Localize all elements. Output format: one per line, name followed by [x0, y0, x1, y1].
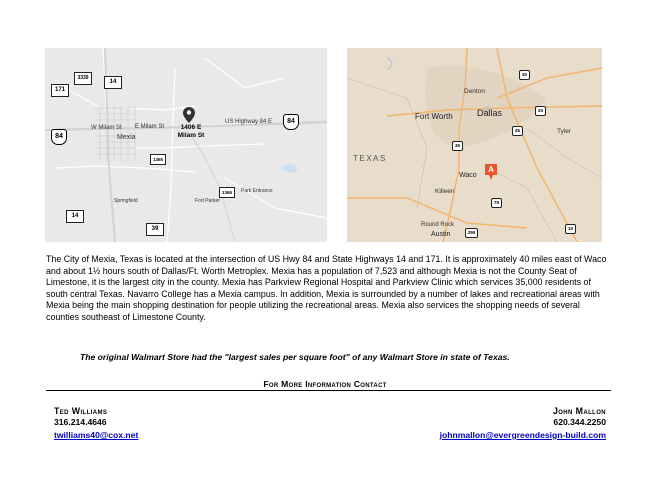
contact-email-left[interactable]: twilliams40@cox.net [54, 430, 139, 440]
contact-email-right[interactable]: johnmallon@evergreendesign-build.com [439, 430, 606, 440]
city-dallas: Dallas [477, 108, 503, 118]
city-waco: Waco [459, 172, 477, 179]
state-label-texas: TEXAS [353, 154, 387, 163]
fort-parker-label: Fort Parker [195, 198, 221, 204]
shield-fm-1365-b: 1365 [219, 187, 235, 198]
city-denton: Denton [464, 88, 485, 95]
city-fort-worth: Fort Worth [415, 112, 453, 121]
local-map [45, 48, 327, 242]
town-label-mexia: Mexia [117, 134, 136, 141]
contact-phone-right: 620.344.2250 [553, 417, 606, 427]
contact-name-right: John Mallon [552, 406, 606, 416]
park-entrance-label: Park Entrance [241, 188, 273, 194]
shield-i10: 10 [565, 224, 576, 234]
shield-i35: 35 [452, 141, 463, 151]
shield-i45: 45 [512, 126, 523, 136]
pin-address [174, 124, 208, 139]
walmart-note: The original Walmart Store had the "largest sales per square foot" of any Walmart Store in state of Texas. [80, 352, 510, 362]
city-austin: Austin [431, 231, 451, 238]
shield-sh-14-bottom: 14 [66, 210, 84, 223]
regional-map [347, 48, 602, 242]
location-marker-icon [484, 164, 498, 180]
city-round-rock: Round Rock [421, 222, 455, 228]
pin-address-line2: Milam St [177, 131, 205, 139]
shield-i20: 20 [535, 106, 546, 116]
regional-map-roads [347, 48, 602, 242]
contact-heading: For More Information Contact [263, 379, 387, 389]
contact-name-left: Ted Williams [54, 406, 108, 416]
location-marker-letter: A [488, 165, 494, 174]
city-killeen: Killeen [435, 188, 455, 195]
shield-sh-171: 171 [51, 84, 69, 97]
shield-fm-1365: 1365 [150, 154, 166, 165]
shield-fm-3339: 3339 [74, 72, 92, 85]
contact-card-right [440, 406, 606, 441]
shield-us-84-left: 84 [51, 129, 67, 145]
city-tyler: Tyler [557, 128, 572, 135]
pin-address-line1: 1406 E [180, 124, 202, 131]
divider [46, 390, 611, 391]
contact-phone-left: 316.214.4646 [54, 417, 107, 427]
shield-us79: 79 [491, 198, 502, 208]
shield-sh-39: 39 [146, 223, 164, 236]
road-label-w-milam: W Milam St [91, 125, 122, 131]
shield-i30: 30 [519, 70, 530, 80]
description-paragraph: The City of Mexia, Texas is located at the intersection of US Hwy 84 and State Highways 14 and 171. It is approximately 40 miles east of Waco and about 1½ hours south of Dallas/Ft. Worth Metroplex. Mexia has a population of 7,523 and although Mexia is not the County Seat of Limestone, it is the largest city in the county. Mexia has Parkview Regional Hospital and Parkview Clinic which services 35,000 residents of south central Texas. Navarro College has a Mexia campus. In addition, Mexia is surrounded by a number of lakes and recreational areas with Mexia being the main shopping destination for people utilizing the recreational areas. Mexia also services the shopping needs of several counties southeast of Limestone County. [46, 254, 607, 322]
road-label-e-milam: E Milam St [135, 124, 165, 130]
shield-us290: 290 [465, 228, 478, 238]
shield-us-84-right: 84 [283, 114, 299, 130]
contact-card-left [54, 406, 138, 441]
road-label-us84: US Highway 84 E [225, 119, 273, 125]
springfield-label: Springfield [114, 198, 138, 204]
shield-sh-14-top: 14 [104, 76, 122, 89]
